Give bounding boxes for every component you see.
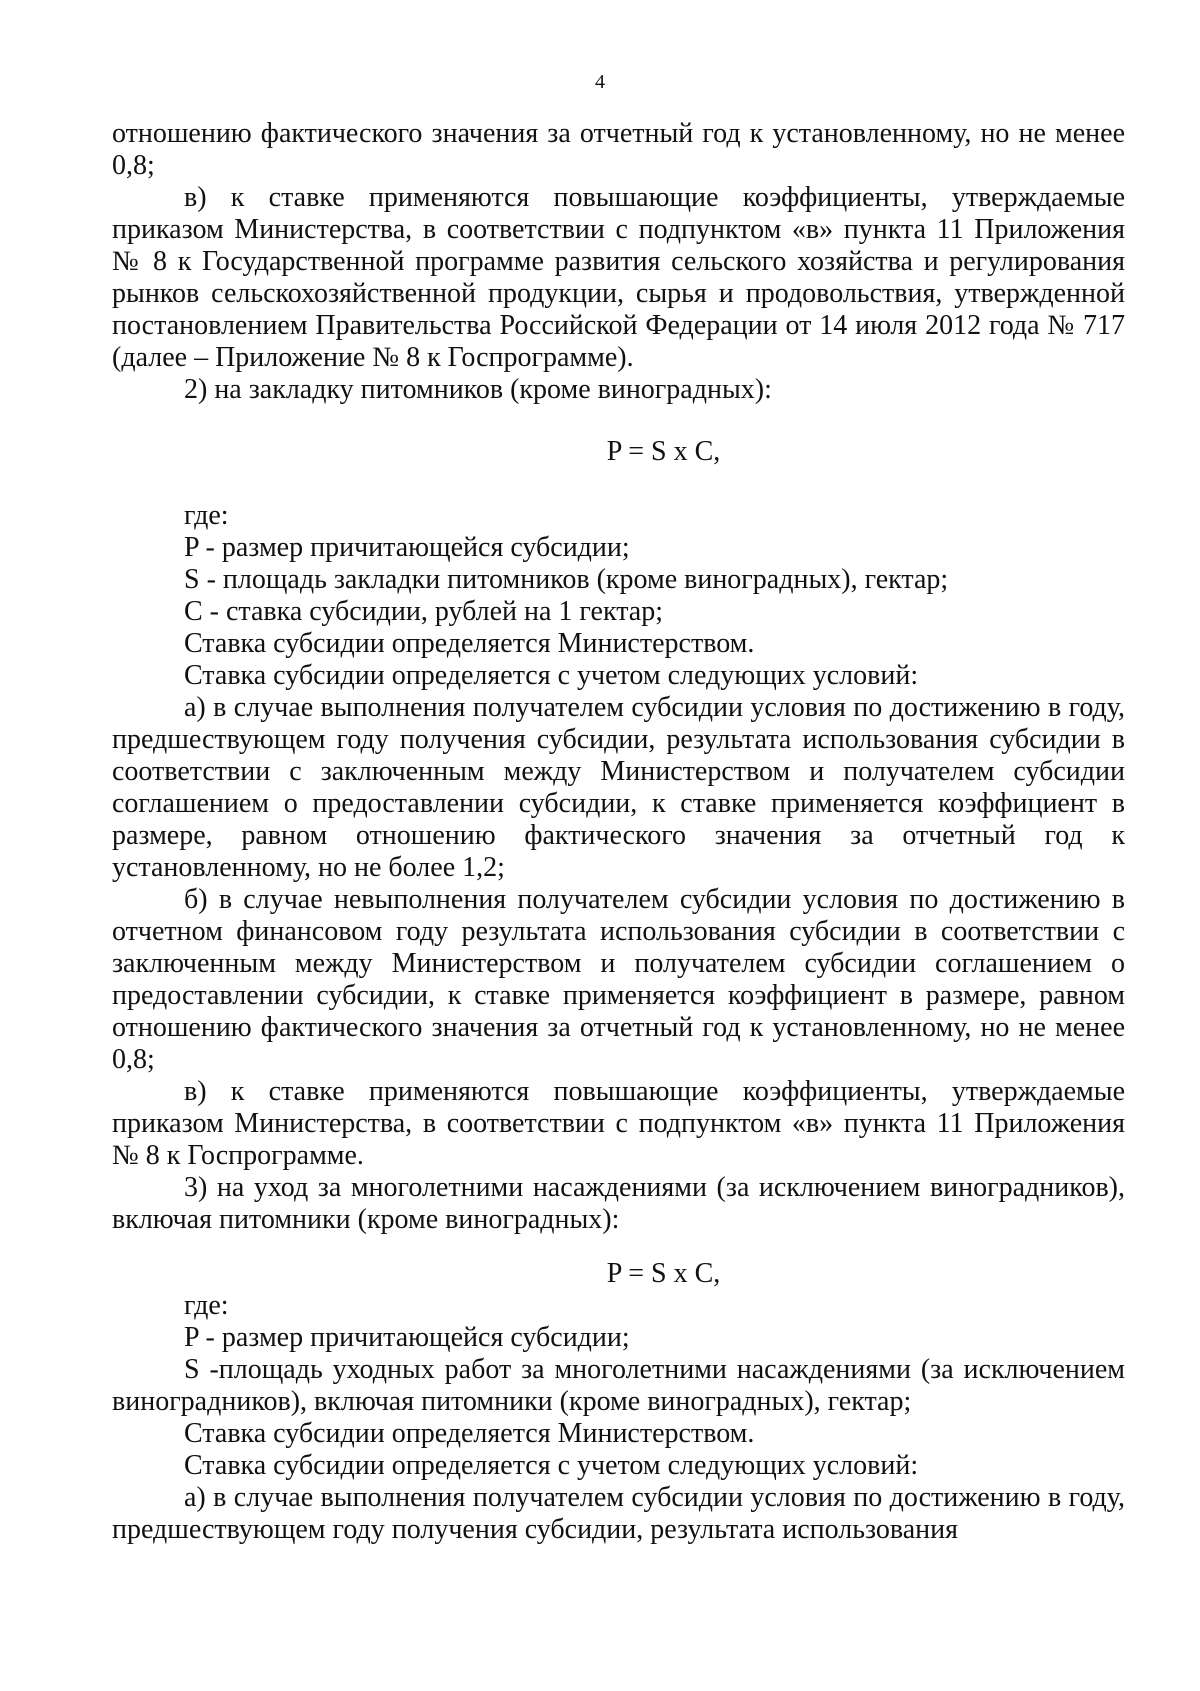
definition-p: P - размер причитающейся субсидии; — [184, 532, 630, 563]
rate-determined-by-ministry: Ставка субсидии определяется Министерством. — [184, 628, 755, 659]
paragraph-continued-coefficient: отношению фактического значения за отчетный год к установленному, но не менее 0,8; — [112, 118, 1125, 181]
formula-nursery-planting: P = S x C, — [606, 436, 721, 467]
condition-b-nonfulfillment: б) в случае невыполнения получателем субсидии условия по достижению в отчетном финансовом году результата использования субсидии в соответствии с заключенным между Министерством и получателем субсидии соглашением о предоставлении субсидии, к ставке применяется коэффициент в размере, равном отношению фактического значения за отчетный год к установленному, но не менее 0,8; — [112, 884, 1125, 1075]
definition-s: S - площадь закладки питомников (кроме виноградных), гектар; — [184, 564, 949, 595]
rate-conditions-intro-second: Ставка субсидии определяется с учетом следующих условий: — [184, 1450, 919, 1481]
rate-determined-by-ministry-second: Ставка субсидии определяется Министерством. — [184, 1418, 755, 1449]
where-label: где: — [184, 500, 229, 531]
condition-a-fulfillment: а) в случае выполнения получателем субсидии условия по достижению в году, предшествующем году получения субсидии, результата использования субсидии в соответствии с заключенным между Министерством и получателем субсидии соглашением о предоставлении субсидии, к ставке применяется коэффициент в размере, равном отношению фактического значения за отчетный год к установленному, но не более 1,2; — [112, 692, 1125, 883]
document-body — [112, 118, 1125, 1546]
paragraph-nursery-planting: 2) на закладку питомников (кроме виноградных): — [184, 374, 772, 405]
definition-p-second: P - размер причитающейся субсидии; — [184, 1322, 630, 1353]
paragraph-perennial-care: 3) на уход за многолетними насаждениями (за исключением виноградников), включая питомники (кроме виноградных): — [112, 1172, 1125, 1235]
definition-c: C - ставка субсидии, рублей на 1 гектар; — [184, 596, 663, 627]
formula-perennial-care: P = S x C, — [606, 1258, 721, 1289]
condition-v-increasing-coefficients: в) к ставке применяются повышающие коэффициенты, утверждаемые приказом Министерства, в соответствии с подпунктом «в» пункта 11 Приложения № 8 к Госпрограмме. — [112, 1076, 1125, 1171]
rate-conditions-intro: Ставка субсидии определяется с учетом следующих условий: — [184, 660, 919, 691]
where-label-second: где: — [184, 1290, 229, 1321]
paragraph-increasing-coefficients: в) к ставке применяются повышающие коэффициенты, утверждаемые приказом Министерства, в соответствии с подпунктом «в» пункта 11 Приложения № 8 к Государственной программе развития сельского хозяйства и регулирования рынков сельскохозяйственной продукции, сырья и продовольствия, утвержденной постановлением Правительства Российской Федерации от 14 июля 2012 года № 717 (далее – Приложение № 8 к Госпрограмме). — [112, 182, 1125, 373]
condition-a-fulfillment-second: а) в случае выполнения получателем субсидии условия по достижению в году, предшествующем году получения субсидии, результата использования — [112, 1482, 1125, 1545]
page-number: 4 — [595, 71, 605, 93]
definition-s-second: S -площадь уходных работ за многолетними насаждениями (за исключением виноградников), включая питомники (кроме виноградных), гектар; — [112, 1354, 1125, 1417]
